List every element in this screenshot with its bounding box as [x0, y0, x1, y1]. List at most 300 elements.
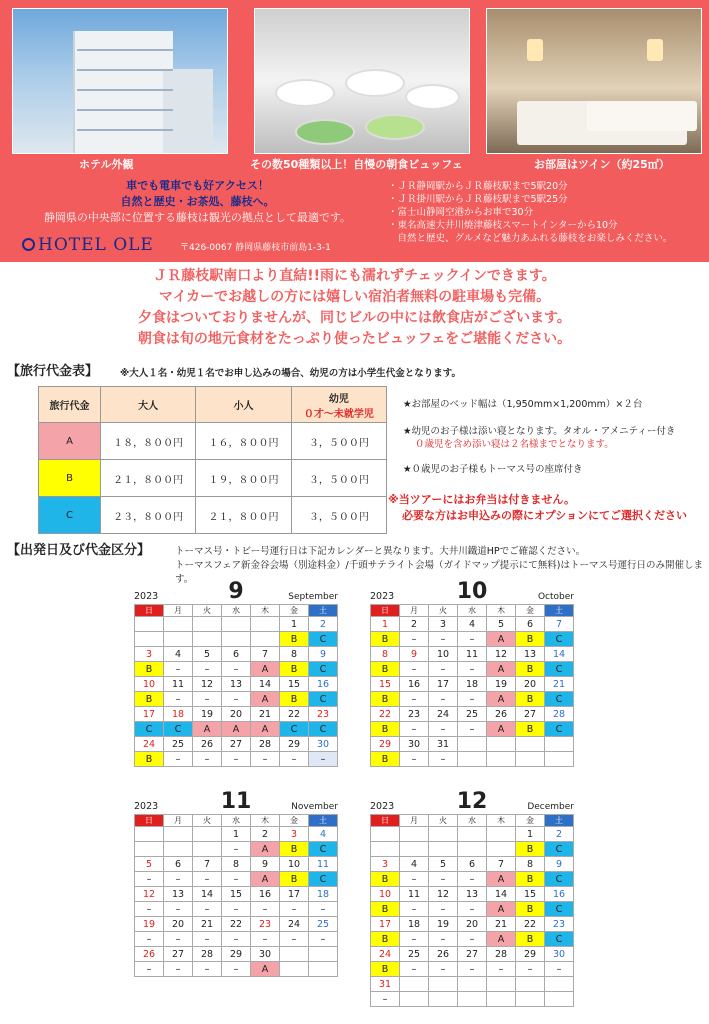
schedule-note-2: トーマスフェア新金谷会場（別途料金）/千頭サテライト会場（ガイドマップ提示にて無料)はトーマス号運行日のみ開催します。: [175, 560, 703, 585]
calendar-month-name: November: [291, 802, 338, 812]
day-number: 3: [429, 617, 458, 632]
day-number: 14: [545, 647, 574, 662]
weekday-header: 火: [429, 605, 458, 617]
calendar-november: [134, 790, 338, 977]
price-header-infant: 幼児 ０才～未就学児: [291, 387, 386, 423]
bed-note: ★お部屋のベッド幅は（1,950mm×1,200mm）×２台: [403, 399, 643, 410]
day-number: [222, 617, 251, 632]
day-price-class: –: [487, 962, 516, 977]
weekday-header: 土: [309, 815, 338, 827]
weekday-header: 金: [516, 815, 545, 827]
day-number: 8: [516, 857, 545, 872]
day-number: 9: [251, 857, 280, 872]
day-number: 31: [429, 737, 458, 752]
day-number: 7: [487, 857, 516, 872]
weekday-header: 土: [309, 605, 338, 617]
day-number: 21: [487, 917, 516, 932]
day-number: 28: [193, 947, 222, 962]
weekday-header: 金: [516, 605, 545, 617]
price-row: [39, 460, 387, 497]
day-price-class: B: [280, 872, 309, 887]
day-number: 14: [193, 887, 222, 902]
day-price-class: –: [458, 872, 487, 887]
day-price-class: C: [545, 842, 574, 857]
price-header-adult: 大人: [101, 387, 196, 423]
day-number: [193, 617, 222, 632]
weekday-header: 金: [280, 815, 309, 827]
weekday-header: 金: [280, 605, 309, 617]
day-number: 18: [164, 707, 193, 722]
day-price-class: A: [251, 872, 280, 887]
day-number: [429, 977, 458, 992]
day-price-class: A: [487, 872, 516, 887]
day-price-class: –: [545, 962, 574, 977]
day-price-class: –: [371, 992, 400, 1007]
day-number: 2: [251, 827, 280, 842]
day-number: 25: [164, 737, 193, 752]
price-adult: ２３，８００円: [101, 497, 196, 534]
day-number: 24: [280, 917, 309, 932]
day-number: 23: [545, 917, 574, 932]
day-price-class: C: [545, 722, 574, 737]
weekday-header: 火: [429, 815, 458, 827]
access-line-3: 静岡県の中央部に位置する藤枝は観光の拠点として最適です。: [43, 211, 352, 224]
day-number: 20: [164, 917, 193, 932]
day-number: 23: [309, 707, 338, 722]
day-number: 18: [400, 917, 429, 932]
weekday-header: 木: [487, 605, 516, 617]
weekday-header: 月: [164, 815, 193, 827]
day-price-class: –: [164, 752, 193, 767]
day-number: 27: [164, 947, 193, 962]
day-price-class: –: [280, 752, 309, 767]
day-price-class: –: [458, 722, 487, 737]
day-price-class: –: [193, 692, 222, 707]
day-price-class: [545, 752, 574, 767]
day-price-class: C: [309, 722, 338, 737]
price-note: ※大人１名・幼児１名でお申し込みの場合、幼児の方は小学生代金となります。: [120, 368, 461, 379]
day-number: 6: [164, 857, 193, 872]
day-price-class: –: [222, 872, 251, 887]
day-number: 2: [309, 617, 338, 632]
day-number: 25: [309, 917, 338, 932]
day-number: [516, 977, 545, 992]
access-bullet: ・東名高速大井川焼津藤枝スマートインターから10分: [388, 220, 618, 231]
day-price-class: B: [371, 752, 400, 767]
day-number: 19: [429, 917, 458, 932]
calendar-year: 2023: [370, 801, 395, 812]
day-price-class: [487, 752, 516, 767]
day-price-class: –: [400, 752, 429, 767]
day-price-class: [400, 842, 429, 857]
day-price-class: [458, 842, 487, 857]
day-price-class: A: [251, 962, 280, 977]
day-number: 19: [135, 917, 164, 932]
day-price-class: –: [458, 932, 487, 947]
breakfast-buffet-photo: [254, 8, 470, 154]
day-price-class: –: [164, 902, 193, 917]
hero-banner: [0, 0, 709, 262]
day-price-class: B: [371, 662, 400, 677]
day-price-class: [251, 632, 280, 647]
hotel-exterior-photo: [12, 8, 228, 154]
day-price-class: –: [309, 932, 338, 947]
day-price-class: –: [222, 752, 251, 767]
day-price-class: A: [487, 722, 516, 737]
day-price-class: –: [135, 932, 164, 947]
day-price-class: B: [371, 932, 400, 947]
day-number: 28: [487, 947, 516, 962]
day-price-class: A: [251, 722, 280, 737]
access-line-2: 自然と歴史・お茶処、藤枝へ。: [120, 195, 275, 208]
day-number: 28: [545, 707, 574, 722]
day-price-class: –: [193, 902, 222, 917]
price-child: １９，８００円: [196, 460, 291, 497]
day-price-class: –: [458, 902, 487, 917]
day-price-class: [487, 992, 516, 1007]
weekday-header: 土: [545, 605, 574, 617]
weekday-header: 土: [545, 815, 574, 827]
day-number: 24: [135, 737, 164, 752]
access-bullet: ・ＪＲ静岡駅からＪＲ藤枝駅まで5駅20分: [388, 181, 568, 192]
weekday-header: 木: [251, 815, 280, 827]
day-number: [458, 827, 487, 842]
weekday-header: 水: [222, 605, 251, 617]
day-price-class: A: [487, 632, 516, 647]
day-price-class: –: [309, 902, 338, 917]
day-price-class: [193, 632, 222, 647]
day-price-class: –: [164, 872, 193, 887]
day-number: 27: [222, 737, 251, 752]
day-number: 15: [280, 677, 309, 692]
day-number: 22: [280, 707, 309, 722]
day-price-class: –: [400, 692, 429, 707]
day-number: 31: [371, 977, 400, 992]
day-price-class: [164, 842, 193, 857]
weekday-header: 火: [193, 815, 222, 827]
day-number: 17: [371, 917, 400, 932]
day-price-class: [429, 992, 458, 1007]
day-price-class: –: [429, 662, 458, 677]
day-number: 12: [429, 887, 458, 902]
calendar-year: 2023: [134, 591, 159, 602]
day-number: 11: [309, 857, 338, 872]
day-price-class: [371, 842, 400, 857]
day-price-class: –: [164, 932, 193, 947]
calendar-october: [370, 580, 574, 767]
day-price-class: –: [458, 632, 487, 647]
day-price-class: –: [429, 932, 458, 947]
photo-caption-exterior: ホテル外観: [79, 158, 134, 171]
day-price-class: B: [135, 692, 164, 707]
day-price-class: –: [164, 962, 193, 977]
day-price-class: C: [164, 722, 193, 737]
calendar-september: [134, 580, 338, 767]
day-number: 22: [516, 917, 545, 932]
day-price-class: –: [251, 932, 280, 947]
day-number: 23: [251, 917, 280, 932]
day-number: 30: [400, 737, 429, 752]
day-price-class: –: [193, 662, 222, 677]
day-number: 16: [309, 677, 338, 692]
price-table: [38, 386, 387, 534]
day-number: 12: [135, 887, 164, 902]
feature-line: ＪＲ藤枝駅南口より直結!!雨にも濡れずチェックインできます。: [153, 268, 556, 284]
day-price-class: B: [516, 932, 545, 947]
day-number: 3: [371, 857, 400, 872]
day-number: 26: [487, 707, 516, 722]
day-number: 22: [222, 917, 251, 932]
day-number: 12: [487, 647, 516, 662]
day-number: [458, 737, 487, 752]
day-number: 24: [429, 707, 458, 722]
day-number: 4: [309, 827, 338, 842]
day-number: [400, 977, 429, 992]
day-number: 1: [222, 827, 251, 842]
day-price-class: C: [135, 722, 164, 737]
weekday-header: 木: [487, 815, 516, 827]
day-number: 3: [135, 647, 164, 662]
weekday-header: 日: [135, 815, 164, 827]
day-price-class: –: [429, 872, 458, 887]
day-number: 6: [516, 617, 545, 632]
day-price-class: B: [371, 872, 400, 887]
day-number: 10: [429, 647, 458, 662]
day-price-class: –: [400, 902, 429, 917]
day-number: 2: [545, 827, 574, 842]
day-price-class: [193, 842, 222, 857]
day-price-class: –: [135, 962, 164, 977]
lunch-warning: ※当ツアーにはお弁当は付きません。 必要な方はお申込みの際にオプションにてご選択ください: [388, 493, 688, 522]
day-price-class: A: [251, 662, 280, 677]
day-number: 6: [222, 647, 251, 662]
day-price-class: C: [545, 692, 574, 707]
weekday-header: 木: [251, 605, 280, 617]
day-number: 17: [429, 677, 458, 692]
day-number: 16: [545, 887, 574, 902]
day-price-class: B: [371, 962, 400, 977]
day-price-class: A: [487, 692, 516, 707]
day-number: 19: [487, 677, 516, 692]
day-number: 23: [400, 707, 429, 722]
price-class: C: [39, 497, 101, 534]
day-price-class: –: [193, 962, 222, 977]
weekday-header: 月: [400, 605, 429, 617]
day-price-class: B: [371, 632, 400, 647]
weekday-header: 日: [371, 605, 400, 617]
price-header-child: 小人: [196, 387, 291, 423]
price-infant: ３，５００円: [291, 497, 386, 534]
day-price-class: –: [400, 722, 429, 737]
day-price-class: –: [400, 962, 429, 977]
calendar-month-name: December: [527, 802, 574, 812]
day-number: 10: [280, 857, 309, 872]
access-line-1: 車でも電車でも好アクセス！: [126, 179, 269, 192]
day-price-class: B: [135, 662, 164, 677]
day-number: 29: [222, 947, 251, 962]
day-number: 15: [516, 887, 545, 902]
day-number: 10: [371, 887, 400, 902]
day-price-class: B: [516, 902, 545, 917]
access-bullet: ・ＪＲ掛川駅からＪＲ藤枝駅まで5駅25分: [388, 194, 568, 205]
day-number: [164, 617, 193, 632]
day-price-class: –: [193, 932, 222, 947]
day-price-class: –: [429, 902, 458, 917]
day-price-class: C: [309, 872, 338, 887]
day-price-class: [516, 992, 545, 1007]
day-number: [429, 827, 458, 842]
day-number: [193, 827, 222, 842]
price-section-title: 【旅行代金表】: [7, 364, 99, 379]
day-price-class: [516, 752, 545, 767]
day-price-class: [280, 962, 309, 977]
day-number: 24: [371, 947, 400, 962]
day-price-class: B: [280, 842, 309, 857]
day-price-class: –: [222, 932, 251, 947]
photo-caption-buffet: その数50種類以上！自慢の朝食ビュッフェ: [250, 158, 463, 171]
day-number: 11: [400, 887, 429, 902]
price-header-class: 旅行代金: [39, 387, 101, 423]
day-number: 13: [458, 887, 487, 902]
day-price-class: –: [400, 632, 429, 647]
day-price-class: B: [516, 662, 545, 677]
day-number: 14: [251, 677, 280, 692]
day-number: 15: [371, 677, 400, 692]
day-number: 20: [458, 917, 487, 932]
day-number: 30: [309, 737, 338, 752]
photo-caption-room: お部屋はツイン（約25㎡）: [534, 158, 670, 171]
day-number: [487, 737, 516, 752]
day-number: 25: [458, 707, 487, 722]
day-price-class: B: [280, 632, 309, 647]
day-number: 1: [516, 827, 545, 842]
day-price-class: [400, 992, 429, 1007]
day-number: 2: [400, 617, 429, 632]
day-number: 17: [280, 887, 309, 902]
day-price-class: –: [164, 692, 193, 707]
day-number: 1: [371, 617, 400, 632]
feature-line: 朝食は旬の地元食材をたっぷり使ったビュッフェをご堪能ください。: [137, 331, 572, 347]
day-price-class: B: [371, 722, 400, 737]
day-number: 8: [280, 647, 309, 662]
day-price-class: [458, 992, 487, 1007]
day-price-class: B: [516, 692, 545, 707]
weekday-header: 水: [222, 815, 251, 827]
day-price-class: B: [280, 692, 309, 707]
day-price-class: –: [429, 962, 458, 977]
day-number: 9: [400, 647, 429, 662]
day-number: [371, 827, 400, 842]
day-price-class: –: [458, 692, 487, 707]
day-number: [400, 827, 429, 842]
day-price-class: [309, 962, 338, 977]
weekday-header: 水: [458, 605, 487, 617]
access-bullet: 自然と歴史、グルメなど魅力あふれる藤枝をお楽しみください。: [388, 233, 673, 244]
day-number: 21: [251, 707, 280, 722]
price-infant: ３，５００円: [291, 460, 386, 497]
calendar-month-number: 9: [228, 579, 244, 604]
day-number: 30: [251, 947, 280, 962]
price-child: ２１，８００円: [196, 497, 291, 534]
day-price-class: [487, 842, 516, 857]
day-price-class: B: [516, 722, 545, 737]
day-number: 22: [371, 707, 400, 722]
day-number: [545, 977, 574, 992]
day-number: 21: [545, 677, 574, 692]
day-number: 25: [400, 947, 429, 962]
access-info: [20, 178, 375, 226]
day-price-class: B: [516, 842, 545, 857]
day-price-class: B: [371, 692, 400, 707]
price-row: [39, 497, 387, 534]
day-price-class: –: [280, 902, 309, 917]
day-price-class: –: [400, 932, 429, 947]
calendar-month-number: 12: [456, 789, 488, 814]
day-number: [487, 827, 516, 842]
day-number: [251, 617, 280, 632]
day-number: [135, 827, 164, 842]
day-number: 5: [135, 857, 164, 872]
access-bullets: [388, 180, 672, 245]
day-price-class: [545, 992, 574, 1007]
day-number: 27: [458, 947, 487, 962]
price-class: B: [39, 460, 101, 497]
day-number: 14: [487, 887, 516, 902]
day-price-class: A: [222, 722, 251, 737]
feature-line: マイカーでお越しの方には嬉しい宿泊者無料の駐車場も完備。: [158, 289, 551, 305]
day-number: 26: [135, 947, 164, 962]
features-text: [0, 266, 709, 350]
calendar-year: 2023: [134, 801, 159, 812]
day-number: 10: [135, 677, 164, 692]
day-number: 15: [222, 887, 251, 902]
day-price-class: –: [251, 902, 280, 917]
day-price-class: C: [545, 932, 574, 947]
day-number: 7: [545, 617, 574, 632]
price-row: [39, 423, 387, 460]
day-number: 11: [164, 677, 193, 692]
day-price-class: C: [309, 662, 338, 677]
schedule-section-title: 【出発日及び代金区分】: [7, 543, 151, 558]
day-price-class: –: [251, 752, 280, 767]
day-price-class: –: [135, 902, 164, 917]
day-price-class: –: [222, 842, 251, 857]
day-price-class: –: [222, 662, 251, 677]
price-infant: ３，５００円: [291, 423, 386, 460]
day-number: 9: [309, 647, 338, 662]
day-price-class: C: [545, 902, 574, 917]
access-bullet: ・富士山静岡空港からお車で30分: [388, 207, 534, 218]
day-number: 1: [280, 617, 309, 632]
day-number: [135, 617, 164, 632]
day-number: [545, 737, 574, 752]
twin-room-photo: [486, 8, 702, 154]
day-price-class: [164, 632, 193, 647]
day-number: 29: [371, 737, 400, 752]
day-price-class: A: [487, 902, 516, 917]
day-number: 16: [251, 887, 280, 902]
day-price-class: C: [309, 632, 338, 647]
day-price-class: –: [309, 752, 338, 767]
day-number: 9: [545, 857, 574, 872]
weekday-header: 水: [458, 815, 487, 827]
day-price-class: C: [309, 842, 338, 857]
day-number: 5: [193, 647, 222, 662]
day-number: 3: [280, 827, 309, 842]
calendar-month-number: 10: [456, 579, 488, 604]
day-price-class: C: [545, 632, 574, 647]
logo-ring-icon: [22, 238, 35, 251]
